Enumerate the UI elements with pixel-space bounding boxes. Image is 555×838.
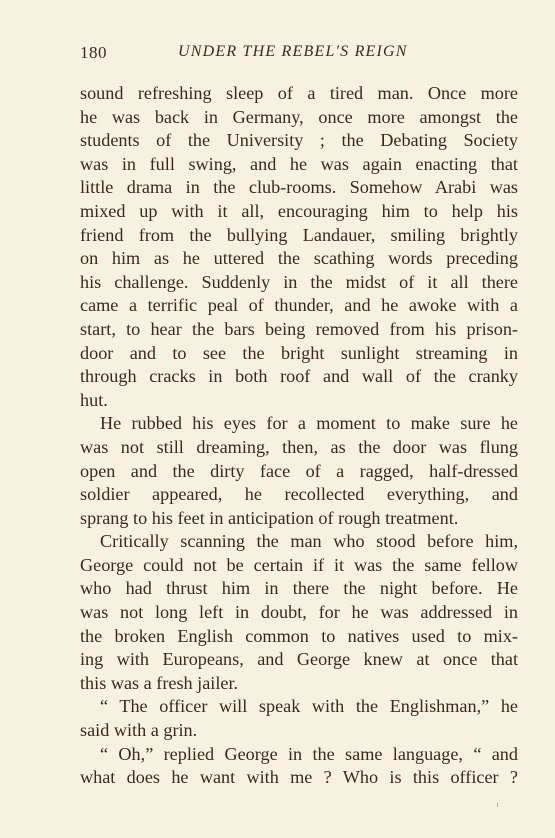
text-line: “ Oh,” replied George in the same language, “ and: [100, 743, 518, 764]
text-line: the broken English common to natives used to mix-: [80, 625, 518, 646]
text-line: hut.: [80, 389, 108, 410]
text-line: on him as he uttered the scathing words preceding: [80, 248, 518, 269]
text-line: through cracks in both roof and wall of the cranky: [80, 366, 518, 387]
text-line: was in full swing, and he was again enacting that: [80, 153, 518, 174]
text-line: sprang to his feet in anticipation of rough treatment.: [80, 507, 459, 528]
text-line: what does he want with me ? Who is this officer ?: [80, 767, 518, 788]
text-line: students of the University ; the Debating Society: [80, 130, 518, 151]
body-text: [80, 82, 518, 790]
text-line: he was back in Germany, once more amongst the: [80, 106, 518, 127]
paragraph: [80, 743, 518, 790]
text-line: Critically scanning the man who stood before him,: [100, 531, 518, 552]
running-head: [80, 43, 518, 67]
text-line: was not still dreaming, then, as the door was flung: [80, 436, 518, 457]
paragraph: [80, 695, 518, 742]
paragraph: [80, 530, 518, 695]
text-line: open and the dirty face of a ragged, half-dressed: [80, 460, 518, 481]
text-line: door and to see the bright sunlight streaming in: [80, 342, 518, 363]
text-line: who had thrust him in there the night before. He: [80, 578, 518, 599]
text-line: came a terrific peal of thunder, and he awoke with a: [80, 295, 518, 316]
running-title: UNDER THE REBEL'S REIGN: [178, 43, 408, 60]
text-line: friend from the bullying Landauer, smiling brightly: [80, 224, 518, 245]
text-line: sound refreshing sleep of a tired man. Once more: [80, 83, 518, 103]
text-line: little drama in the club-rooms. Somehow Arabi was: [80, 177, 518, 198]
page-number: 180: [80, 43, 107, 62]
text-line: He rubbed his eyes for a moment to make sure he: [100, 413, 518, 434]
text-line: this was a fresh jailer.: [80, 672, 239, 693]
paragraph: [80, 82, 518, 412]
text-line: ing with Europeans, and George knew at once that: [80, 649, 518, 670]
paper-speck: [497, 803, 498, 807]
text-line: George could not be certain if it was the same fellow: [80, 554, 518, 575]
text-line: start, to hear the bars being removed from his prison-: [80, 318, 518, 339]
text-line: said with a grin.: [80, 720, 198, 741]
text-line: his challenge. Suddenly in the midst of it all there: [80, 271, 518, 292]
text-line: soldier appeared, he recollected everything, and: [80, 484, 518, 505]
text-line: “ The officer will speak with the Englishman,” he: [100, 696, 518, 717]
text-line: mixed up with it all, encouraging him to help his: [80, 200, 518, 221]
paragraph: [80, 412, 518, 530]
text-line: was not long left in doubt, for he was addressed in: [80, 602, 518, 623]
